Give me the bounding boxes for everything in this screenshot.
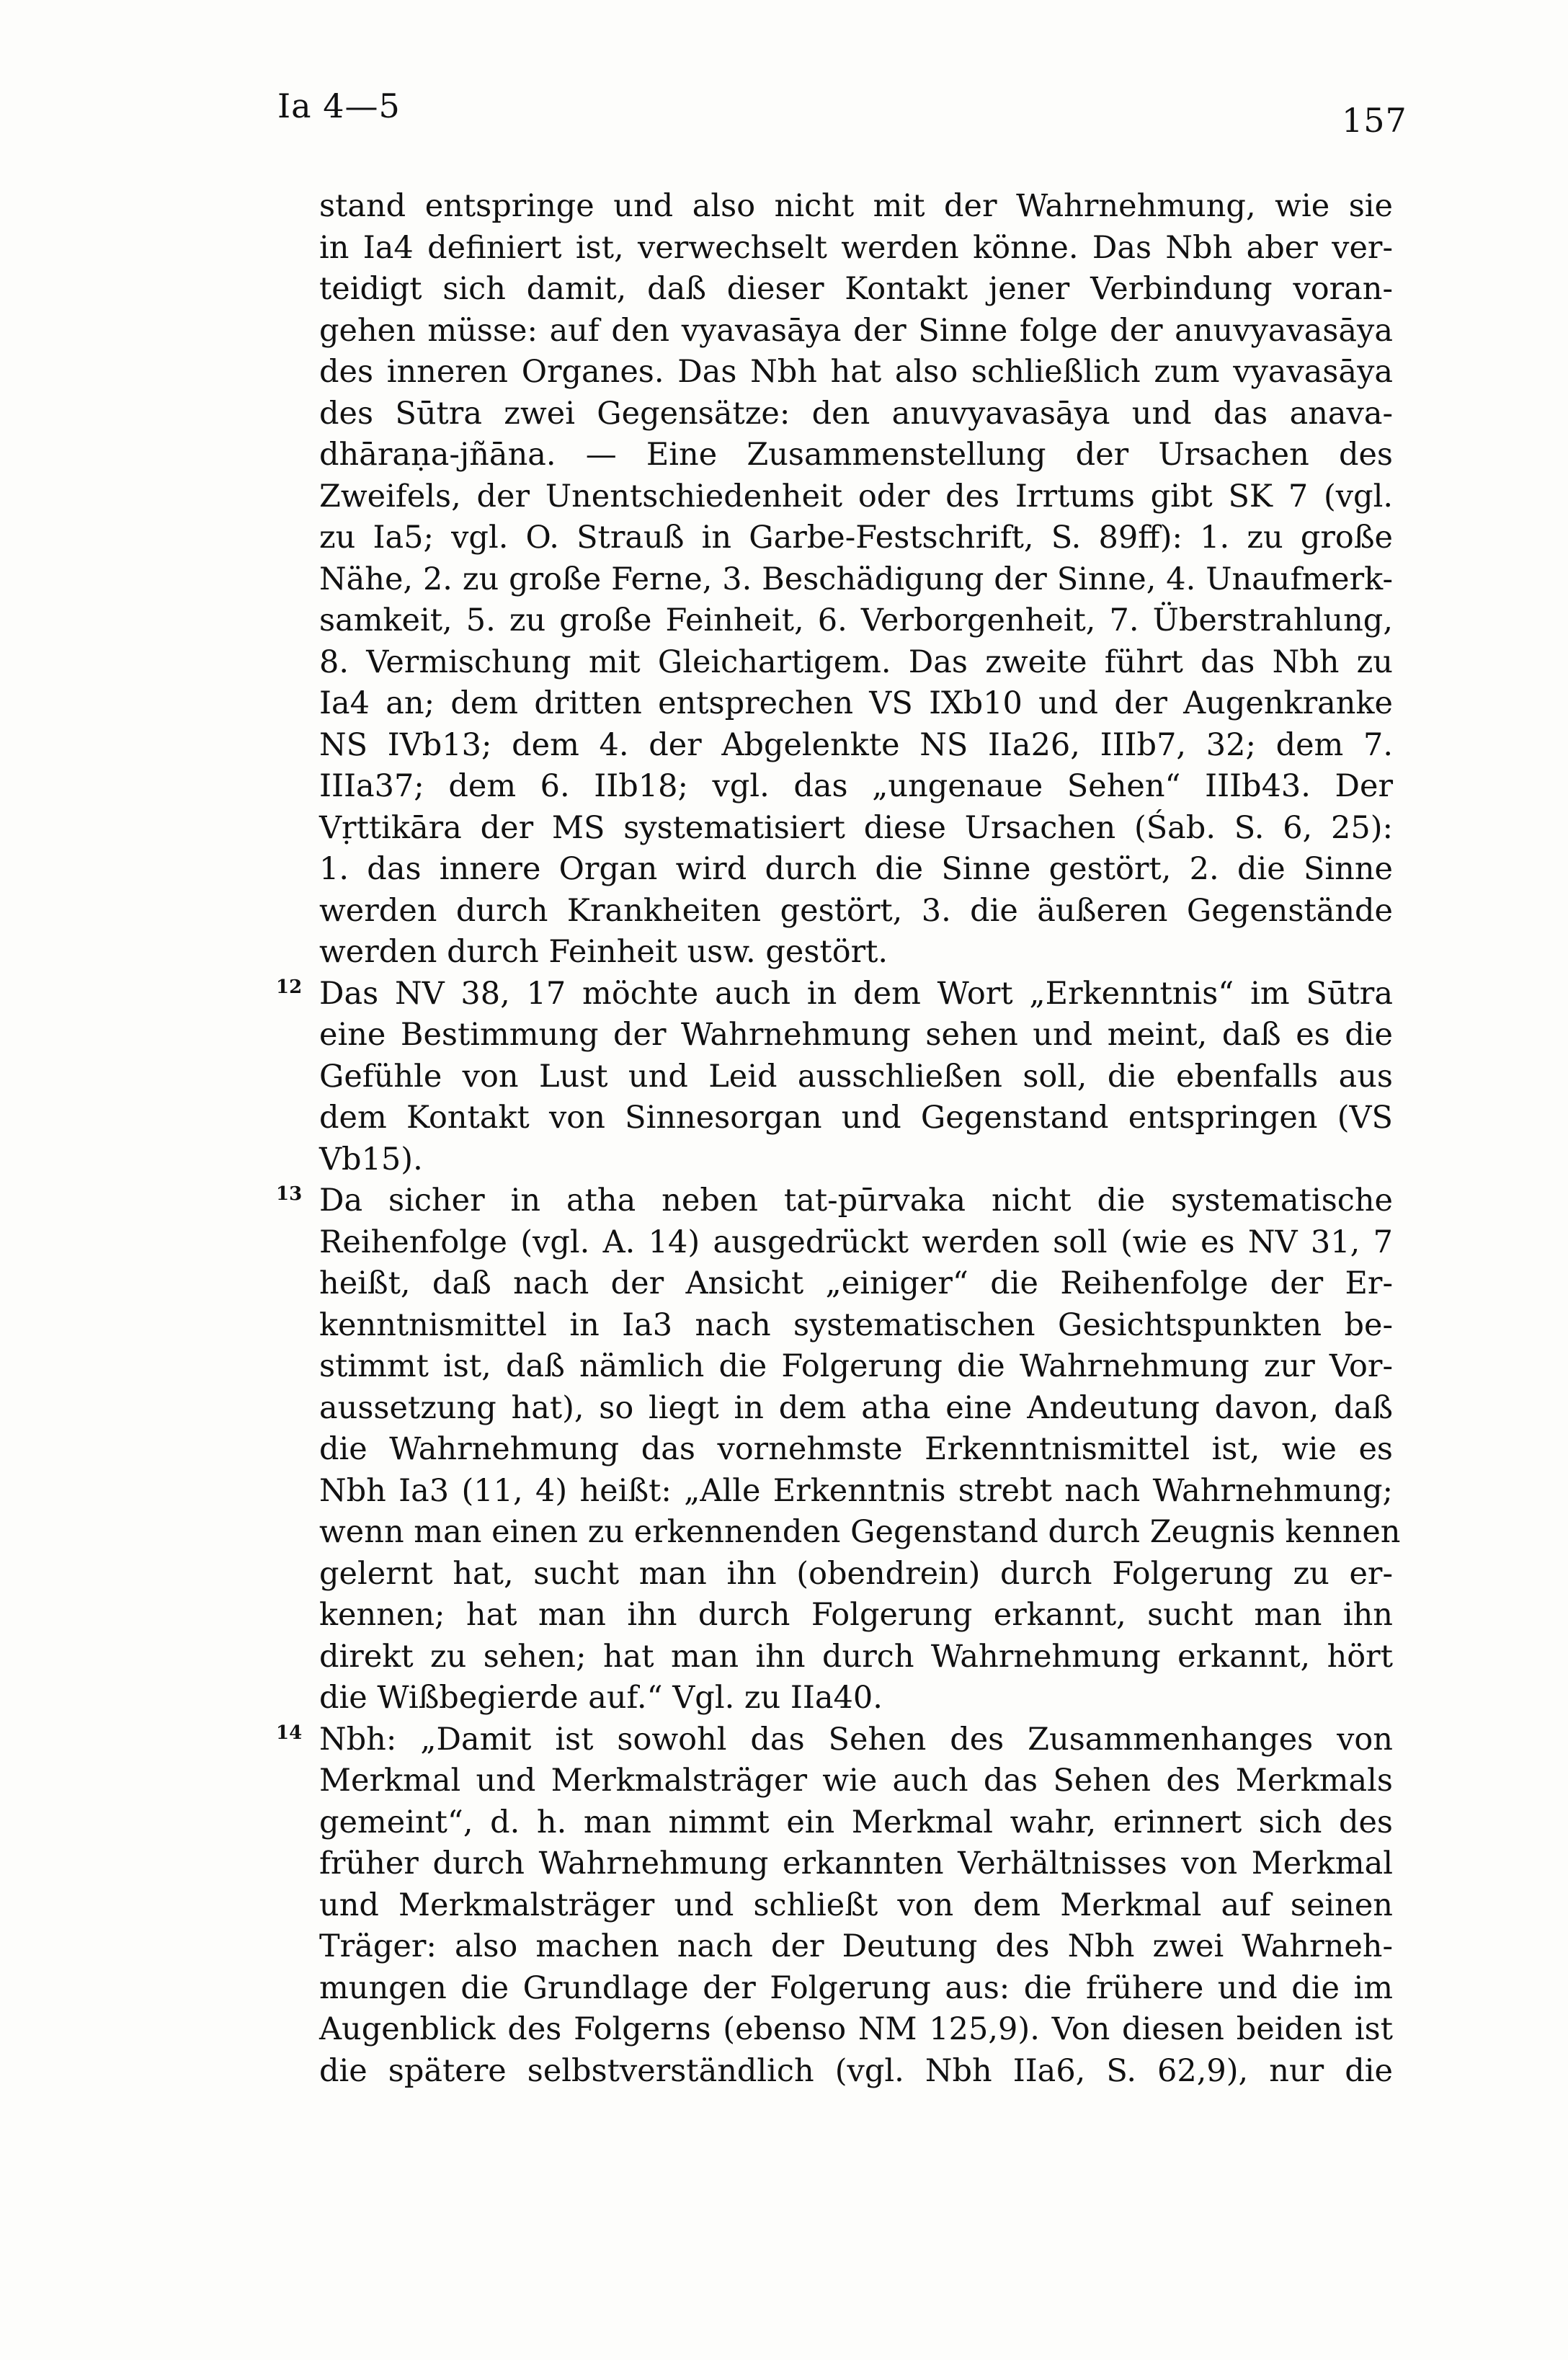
text-line: Augenblick des Folgerns (ebenso NM 125,9). Von diesen beiden ist	[319, 2011, 1393, 2047]
text-line: Vb15).	[319, 1141, 423, 1177]
text-line: Vṛttikāra der MS systematisiert diese Ursachen (Śab. S. 6, 25):	[319, 809, 1393, 846]
text-line: wenn man einen zu erkennenden Gegenstand durch Zeugnis kennen	[319, 1514, 1401, 1550]
text-line: IIIa37; dem 6. IIb18; vgl. das „ungenaue Sehen“ IIIb43. Der	[319, 768, 1393, 804]
text-line: Gefühle von Lust und Leid ausschließen soll, die ebenfalls aus	[319, 1058, 1393, 1095]
text-line: mungen die Grundlage der Folgerung aus: die frühere und die im	[319, 1969, 1393, 2006]
text-line: die Wißbegierde auf.“ Vgl. zu IIa40.	[319, 1680, 883, 1716]
text-line: kenntnismittel in Ia3 nach systematischen Gesichtspunkten be-	[319, 1306, 1393, 1343]
text-line: gehen müsse: auf den vyavasāya der Sinne folge der anuvyavasāya	[319, 312, 1393, 349]
text-line: die spätere selbstverständlich (vgl. Nbh IIa6, S. 62,9), nur die	[319, 2052, 1393, 2089]
text-line: dhāraṇa-jñāna. — Eine Zusammenstellung der Ursachen des	[319, 437, 1393, 473]
footnote-number: 13	[276, 1183, 303, 1205]
text-line: Da sicher in atha neben tat-pūrvaka nicht die systematische	[319, 1183, 1393, 1219]
text-line: Ia4 an; dem dritten entsprechen VS IXb10 und der Augenkranke	[319, 685, 1393, 721]
footnote-13	[276, 1180, 1401, 1719]
text-line: früher durch Wahrnehmung erkannten Verhältnisses von Merkmal	[319, 1845, 1393, 1882]
text-line: Das NV 38, 17 möchte auch in dem Wort „Erkenntnis“ im Sūtra	[319, 975, 1393, 1012]
text-line: Reihenfolge (vgl. A. 14) ausgedrückt werden soll (wie es NV 31, 7	[319, 1224, 1393, 1260]
text-line: samkeit, 5. zu große Feinheit, 6. Verborgenheit, 7. Überstrahlung,	[319, 602, 1393, 638]
text-line: Zweifels, der Unentschiedenheit oder des Irrtums gibt SK 7 (vgl.	[319, 478, 1393, 515]
text-line: stimmt ist, daß nämlich die Folgerung die Wahrnehmung zur Vor-	[319, 1348, 1393, 1384]
text-line: direkt zu sehen; hat man ihn durch Wahrnehmung erkannt, hört	[319, 1638, 1393, 1675]
text-line: des Sūtra zwei Gegensätze: den anuvyavasāya und das anava-	[319, 395, 1393, 432]
text-line: des inneren Organes. Das Nbh hat also schließlich zum vyavasāya	[319, 354, 1393, 390]
text-line: 8. Vermischung mit Gleichartigem. Das zweite führt das Nbh zu	[319, 644, 1393, 680]
footnote-number: 14	[276, 1722, 303, 1744]
text-line: Träger: also machen nach der Deutung des Nbh zwei Wahrneh-	[319, 1928, 1393, 1964]
text-line: gelernt hat, sucht man ihn (obendrein) durch Folgerung zu er-	[319, 1555, 1393, 1592]
footnote-12	[276, 974, 1393, 1181]
text-line: die Wahrnehmung das vornehmste Erkenntnismittel ist, wie es	[319, 1431, 1393, 1467]
text-line: Nbh Ia3 (11, 4) heißt: „Alle Erkenntnis strebt nach Wahrnehmung;	[319, 1472, 1393, 1509]
text-line: dem Kontakt von Sinnesorgan und Gegenstand entspringen (VS	[319, 1100, 1393, 1136]
footnote-14	[276, 1719, 1393, 2093]
text-line: Merkmal und Merkmalsträger wie auch das Sehen des Merkmals	[319, 1763, 1393, 1799]
note-continuation	[319, 186, 1393, 974]
text-line: eine Bestimmung der Wahrnehmung sehen und meint, daß es die	[319, 1017, 1393, 1053]
footnote-number: 12	[276, 976, 303, 998]
text-line: NS IVb13; dem 4. der Abgelenkte NS IIa26, IIIb7, 32; dem 7.	[319, 726, 1393, 763]
page-number: 157	[1342, 101, 1407, 140]
text-line: Nähe, 2. zu große Ferne, 3. Beschädigung der Sinne, 4. Unaufmerk-	[319, 561, 1393, 597]
text-line: gemeint“, d. h. man nimmt ein Merkmal wahr, erinnert sich des	[319, 1804, 1393, 1840]
text-line: kennen; hat man ihn durch Folgerung erkannt, sucht man ihn	[319, 1597, 1393, 1633]
text-line: Nbh: „Damit ist sowohl das Sehen des Zusammenhanges von	[319, 1721, 1393, 1758]
text-line: in Ia4 definiert ist, verwechselt werden könne. Das Nbh aber ver-	[319, 229, 1393, 266]
text-line: zu Ia5; vgl. O. Strauß in Garbe-Festschrift, S. 89ff): 1. zu große	[319, 520, 1393, 556]
text-line: heißt, daß nach der Ansicht „einiger“ die Reihenfolge der Er-	[319, 1265, 1393, 1301]
text-line: werden durch Feinheit usw. gestört.	[319, 934, 888, 970]
text-line: werden durch Krankheiten gestört, 3. die äußeren Gegenstände	[319, 892, 1393, 929]
text-line: und Merkmalsträger und schließt von dem Merkmal auf seinen	[319, 1887, 1393, 1923]
text-line: stand entspringe und also nicht mit der Wahrnehmung, wie sie	[319, 188, 1393, 224]
page-body	[276, 186, 1401, 2092]
running-head-section: Ia 4—5	[277, 86, 401, 125]
text-line: aussetzung hat), so liegt in dem atha eine Andeutung davon, daß	[319, 1389, 1393, 1426]
text-line: teidigt sich damit, daß dieser Kontakt jener Verbindung voran-	[319, 271, 1393, 307]
text-line: 1. das innere Organ wird durch die Sinne gestört, 2. die Sinne	[319, 851, 1393, 887]
